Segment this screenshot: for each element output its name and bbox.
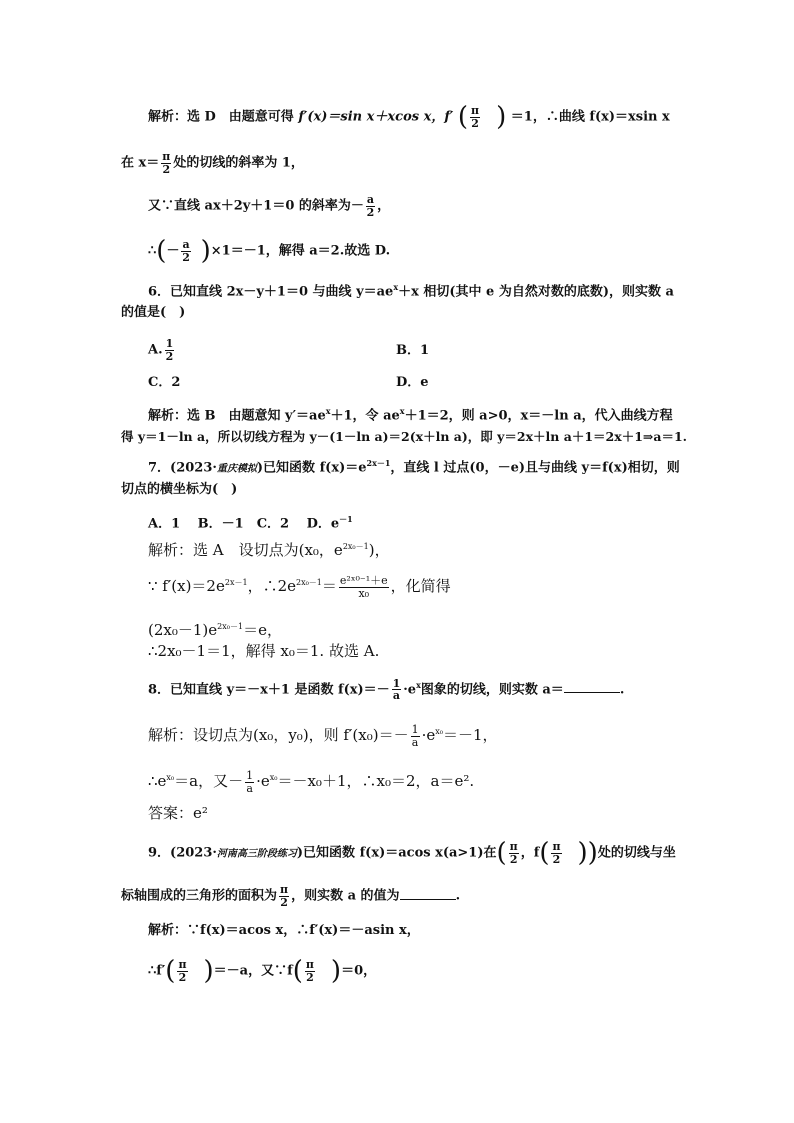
q9-solution-line2: ∴f′( $\frac{\pi}{2}$ )＝－a，又∵f( $\frac{\pi}{2}$ )＝0， (148, 956, 377, 986)
q6-option-b: B．1 (396, 343, 430, 358)
left-paren: ( (457, 102, 469, 132)
q6-stem1b: ＋x 相切(其中 e 为自然对数的底数)，则实数 a (398, 284, 674, 300)
q9-stem-line1: 9．(2023·河南高三阶段练习)已知函数 f(x)＝acos x(a>1)在( $\frac{\pi}{2}$ ，f( $\frac{\pi}{2}$ ))处的切线与坐 (148, 838, 676, 868)
one-half: $\frac{1}{2}$ (165, 337, 174, 363)
q7-solution-line3: $(2x_0-1)e^{2x_0-1}=e$， (148, 621, 282, 639)
q8-solution-line2: $\therefore e^{x_0}=a$，又－ $\frac{1}{a}$ $\cdot e^{x_0}=-x_0+1$，∴x₀＝2，a＝e². (148, 768, 475, 795)
q5-line4-a: ∴ (148, 243, 157, 259)
q6-solution-line1: 解析：选 B 由题意知 $y'=ae^x+1$，令 $ae^x+1=2$，则 a>0，x＝－ln a，代入曲线方程 (148, 406, 673, 424)
q6-stem1: 6．已知直线 2x－y＋1＝0 与曲线 y＝ae (148, 284, 394, 300)
q8-solution-line1: 解析：设切点为(x₀，y₀)，则 f′(x₀)＝－ $\frac{1}{a}$ $\cdot e^{x_0}=-1$， (148, 722, 498, 749)
q5-line2-a: 在 x＝ (121, 155, 160, 171)
q7-solution-line1: 解析：选 A 设切点为(x₀，$e^{2x_0-1}$)， (148, 541, 390, 559)
pi-over-2: $\frac{\pi}{2}$ (471, 103, 480, 130)
q9-solution-line1: 解析：∵f(x)＝acos x，∴f′(x)＝－asin x， (148, 923, 420, 938)
q7-solution-line4: ∴2x₀－1＝1，解得 x₀＝1. 故选 A. (148, 642, 380, 660)
q8-answer: 答案：e² (148, 804, 208, 822)
q5-solution-line1 (148, 104, 670, 130)
a-over-2: $\frac{a}{2}$ (182, 237, 190, 264)
answer-blank[interactable] (400, 887, 456, 900)
q7-options: A．1 B．－1 C．2 D．$e^{-1}$ (148, 514, 353, 532)
a-over-2: $\frac{a}{2}$ (366, 193, 375, 219)
q7-solution-line2: ∵ $f'(x)=2e^{2x-1}$，$\therefore 2e^{2x_0-1}=$ $\frac{\text{e²ˣ⁰⁻¹＋e}}{\text{x₀}}$ ，化简得 (148, 573, 451, 600)
pi-over-2: $\frac{\pi}{2}$ (162, 150, 171, 176)
q6-solution-line2: 得 y＝1－ln a，所以切线方程为 y－(1－ln a)＝2(x＋ln a)，即 y＝2x＋ln a＋1＝2x＋1⇒a＝1. (121, 429, 688, 444)
right-paren: ) (496, 102, 507, 132)
q8-stem: 8．已知直线 y＝－x＋1 是函数 f(x)＝－ $\frac{1}{a}$ $\cdot e^x$图象的切线，则实数 a＝ . (148, 676, 625, 703)
q7-stem-line2: 切点的横坐标为( ) (121, 482, 238, 497)
q9-stem-line2: 标轴围成的三角形的面积为 $\frac{\pi}{2}$ ，则实数 a 的值为 . (121, 883, 461, 909)
q6-option-c: C．2 (148, 375, 181, 390)
q5-line1-a: 解析：选 D 由题意可得 (148, 109, 294, 125)
answer-blank[interactable] (564, 680, 620, 693)
q9-source: 河南高三阶段练习 (216, 848, 297, 860)
q6-option-d: D．e (396, 375, 429, 390)
q5-solution-line3 (148, 194, 390, 218)
q5-line3-b: ， (377, 198, 391, 214)
q5-solution-line2 (121, 151, 304, 175)
q5-line4-b: ×1＝－1，解得 a＝2.故选 D. (210, 243, 391, 259)
q6-option-a: A. $\frac{1}{2}$ (148, 337, 174, 363)
q7-fraction: $\frac{\text{e²ˣ⁰⁻¹＋e}}{\text{x₀}}$ (339, 573, 388, 600)
q5-line2-b: 处的切线的斜率为 1， (173, 155, 304, 171)
q5-solution-line4: ∴(－ $\frac{a}{2}$ )×1＝－1，解得 a＝2.故选 D. (148, 236, 391, 266)
q5-line1-c: ＝1，∴曲线 f(x)＝xsin x (510, 109, 670, 125)
q7-stem-line1: 7．(2023·重庆模拟)已知函数 $f(x)=e^{2x-1}$，直线 l 过点(0，－e)且与曲线 y＝f(x)相切，则 (148, 458, 680, 476)
q7-source: 重庆模拟 (216, 463, 257, 475)
q6-stem-line2: 的值是( ) (121, 305, 186, 320)
q5-line3-a: 又∵直线 ax＋2y＋1＝0 的斜率为－ (148, 198, 364, 214)
q6-stem-line1: 6．已知直线 2x－y＋1＝0 与曲线 $y=ae^x+x$ 相切(其中 e 为自然对数的底数)，则实数 a (148, 282, 674, 300)
q5-line1-b: f′(x)＝sin x＋xcos x，f′ (298, 109, 454, 125)
